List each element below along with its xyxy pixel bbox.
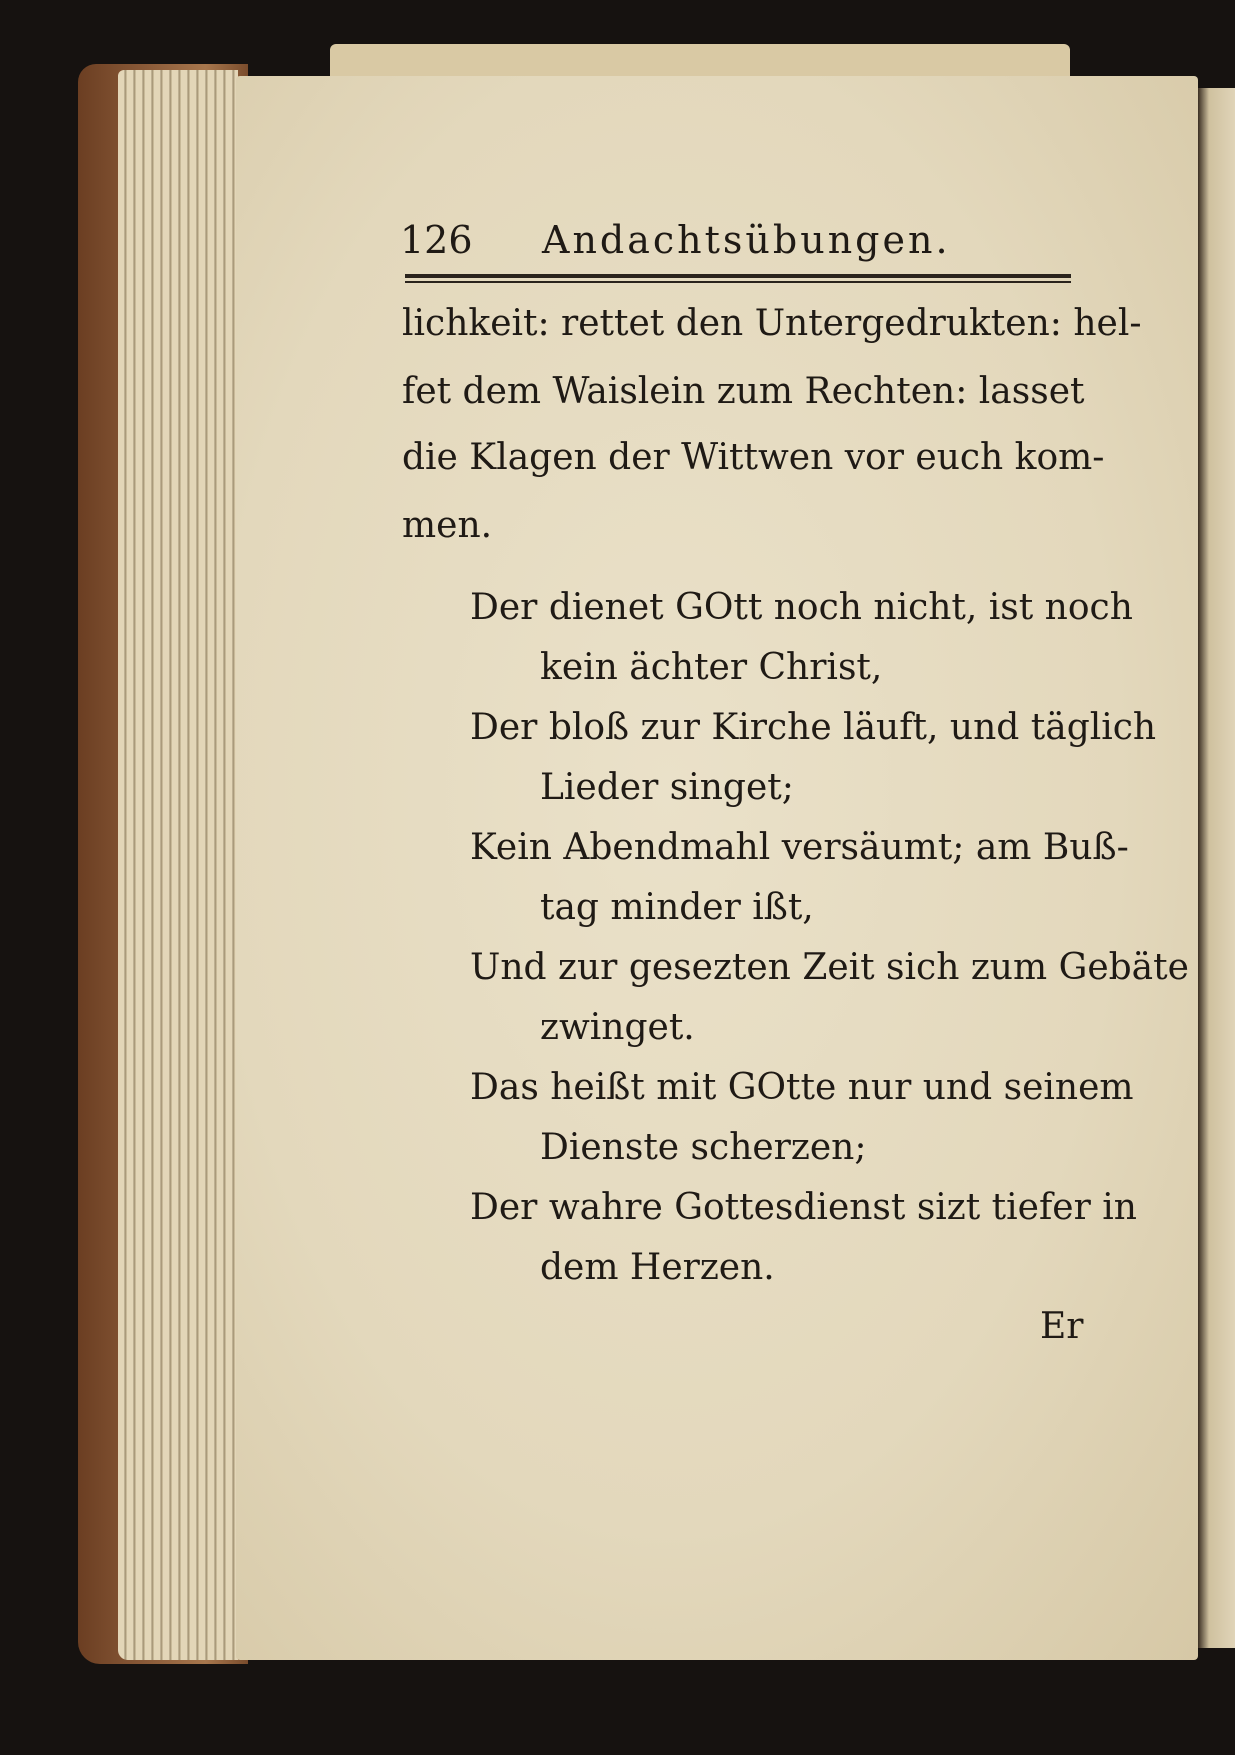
header-rule: [405, 274, 1071, 278]
verse-line: Der dienet GOtt noch nicht, ist noch: [470, 587, 1133, 628]
verse-line: zwinget.: [540, 1007, 695, 1048]
verse-line: Der wahre Gottesdienst sizt tiefer in: [470, 1187, 1137, 1228]
page-header: [400, 218, 1070, 270]
torn-top-edge: [330, 44, 1070, 76]
prose-line: fet dem Waislein zum Rechten: lasset: [402, 371, 1085, 412]
verse-line: Das heißt mit GOtte nur und seinem: [470, 1067, 1134, 1108]
verse-line: Kein Abendmahl versäumt; am Buß-: [470, 827, 1129, 868]
verse-line: Und zur gesezten Zeit sich zum Gebäte: [470, 947, 1189, 988]
verse-line: kein ächter Christ,: [540, 647, 883, 688]
prose-line: die Klagen der Wittwen vor euch kom-: [402, 437, 1105, 478]
verse-line: Der bloß zur Kirche läuft, und täglich: [470, 707, 1157, 748]
catchword: Er: [1040, 1306, 1084, 1347]
page-stack: [118, 70, 238, 1660]
page-number: 126: [400, 218, 473, 262]
verse-line: Dienste scherzen;: [540, 1127, 867, 1168]
verse-line: tag minder ißt,: [540, 887, 814, 928]
verse-line: dem Herzen.: [540, 1247, 775, 1288]
header-rule-thin: [405, 281, 1071, 283]
verse-line: Lieder singet;: [540, 767, 794, 808]
facing-page-edge: [1198, 88, 1235, 1648]
prose-line: men.: [402, 505, 493, 546]
running-title: Andachtsübungen.: [542, 218, 951, 262]
prose-line: lichkeit: rettet den Untergedrukten: hel-: [402, 303, 1142, 344]
